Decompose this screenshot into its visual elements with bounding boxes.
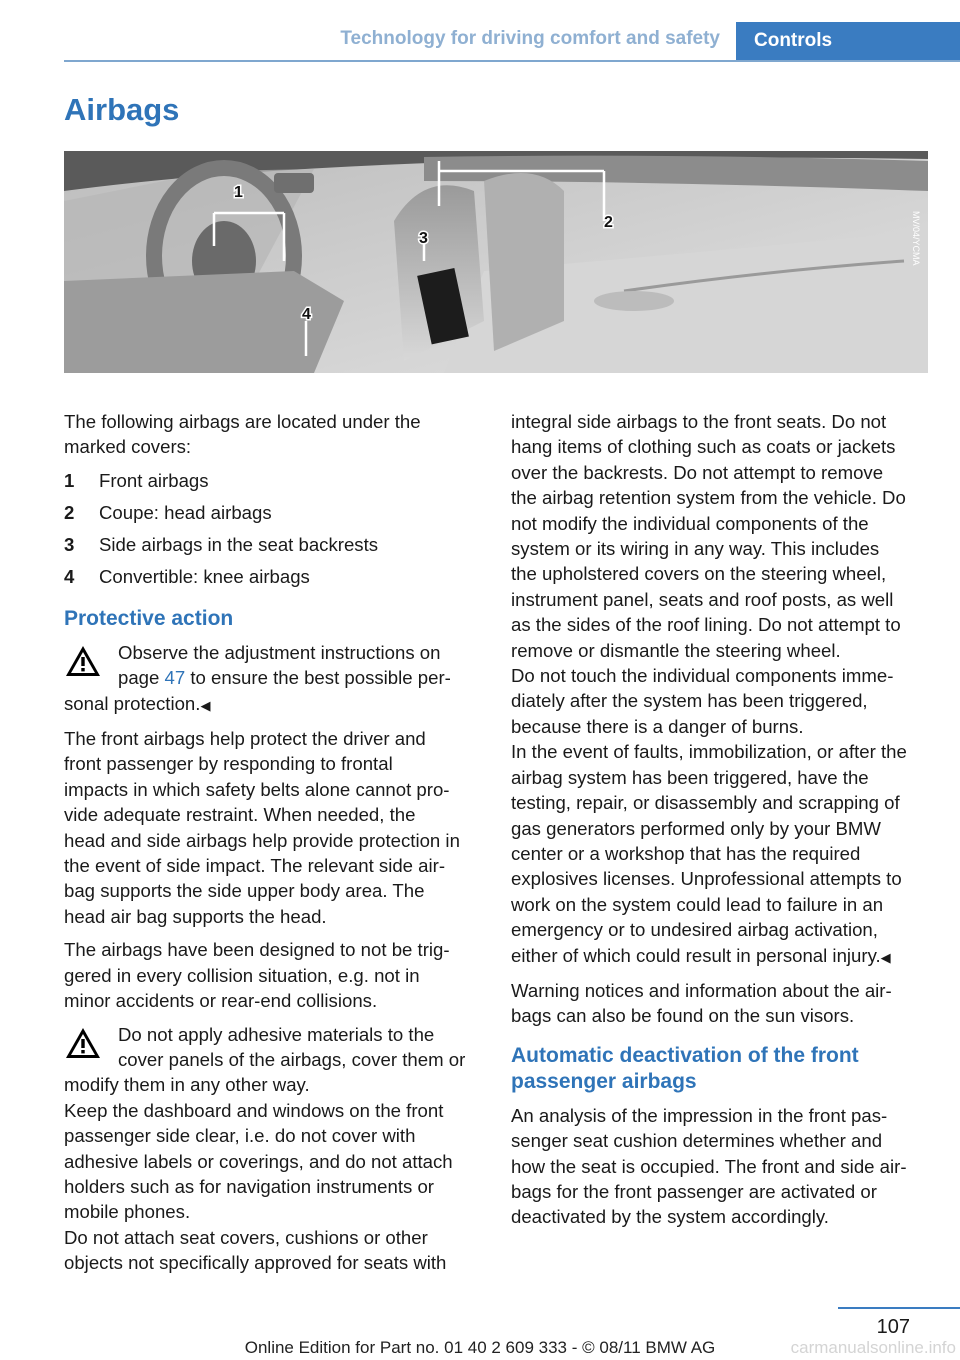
text-line: passenger side clear, i.e. do not cover with: [64, 1125, 416, 1147]
list-item: [64, 468, 482, 500]
text-line: gas generators performed only by your BMW: [511, 817, 881, 839]
paragraph: [511, 1103, 929, 1230]
right-column: [511, 409, 929, 1238]
text-line: bags for the front passenger are activated or: [511, 1180, 877, 1202]
list-number: 2: [64, 501, 75, 523]
page-number: 107: [876, 1316, 910, 1338]
warning-note-end: [64, 691, 482, 718]
end-of-warning-icon: ◀: [880, 949, 891, 965]
list-label: Front airbags: [99, 469, 209, 491]
paragraph: [64, 937, 482, 1013]
airbag-list: [64, 468, 482, 596]
callout-2: 2: [604, 214, 613, 231]
header-section-title: Technology for driving comfort and safety: [340, 28, 720, 49]
text-line: over the backrests. Do not attempt to remove: [511, 461, 884, 483]
text-fragment: either of which could result in personal injury.: [511, 944, 881, 966]
text-line: vide adequate restraint. When needed, the: [64, 804, 416, 826]
text-line: system or its wiring in any way. This includes: [511, 538, 880, 560]
text-line: Do not touch the individual components imme-: [511, 665, 894, 687]
list-label: Convertible: knee airbags: [99, 565, 310, 587]
text-line: hang items of clothing such as coats or jackets: [511, 436, 896, 458]
list-number: 4: [64, 565, 75, 587]
left-column: [64, 409, 482, 1276]
text-line: modify them in any other way.: [64, 1074, 310, 1096]
text-line: In the event of faults, immobilization, or after the: [511, 741, 907, 763]
text-line: as the sides of the roof lining. Do not attempt to: [511, 614, 901, 636]
text-line: Do not apply adhesive materials to the: [118, 1023, 435, 1045]
text-line: minor accidents or rear-end collisions.: [64, 990, 378, 1012]
text-fragment: page: [118, 667, 165, 689]
text-line: airbag system has been triggered, have the: [511, 766, 869, 788]
footer-rule: [838, 1307, 960, 1309]
page-link-47[interactable]: 47: [164, 667, 186, 689]
callout-1: 1: [234, 184, 243, 201]
callout-3: 3: [419, 230, 428, 247]
intro-paragraph: [64, 409, 482, 460]
text-line: objects not specifically approved for seats with: [64, 1252, 447, 1274]
text-line: The airbags have been designed to not be trig-: [64, 939, 450, 961]
list-item: [64, 532, 482, 564]
text-line: bag supports the side upper body area. The: [64, 880, 425, 902]
paragraph: [511, 978, 929, 1029]
warning-continuation: [511, 409, 929, 970]
text-line: remove or dismantle the steering wheel.: [511, 639, 841, 661]
text-line: The front airbags help protect the driver and: [64, 728, 426, 750]
list-label: Coupe: head airbags: [99, 501, 272, 523]
list-item: [64, 500, 482, 532]
text-line: not modify the individual components of the: [511, 512, 869, 534]
text-line: testing, repair, or disassembly and scrapping of: [511, 792, 900, 814]
text-line: instrument panel, seats and roof posts, as well: [511, 588, 894, 610]
callout-4: 4: [302, 306, 311, 323]
footer-watermark: carmanualsonline.info: [790, 1338, 956, 1357]
text-line: the upholstered covers on the steering wheel,: [511, 563, 887, 585]
figure-code-text: MV/04/YCMA: [911, 211, 921, 266]
text-line: center or a workshop that has the required: [511, 842, 861, 864]
text-line: the airbag retention system from the vehicle. Do: [511, 487, 906, 509]
paragraph: [64, 726, 482, 929]
text-line: An analysis of the impression in the front pas-: [511, 1104, 888, 1126]
text-line: integral side airbags to the front seats. Do not: [511, 411, 887, 432]
list-item: [64, 564, 482, 596]
airbag-locations-figure: [64, 151, 928, 373]
header-chapter-tab: Controls: [736, 22, 960, 62]
car-interior-illustration: [64, 151, 928, 373]
warning-triangle-icon: [64, 644, 102, 678]
text-line: senger seat cushion determines whether and: [511, 1130, 883, 1152]
end-of-warning-icon: ◀: [200, 697, 211, 713]
text-fragment: sonal protection.: [64, 692, 201, 714]
warning-note: [64, 640, 482, 691]
text-line: Keep the dashboard and windows on the front: [64, 1099, 444, 1121]
page-title: Airbags: [64, 92, 180, 127]
figure-code: [910, 211, 924, 361]
text-line: front passenger by responding to frontal: [64, 753, 393, 775]
warning-note: [64, 1022, 482, 1276]
text-line: head and side airbags help provide protection in: [64, 829, 460, 851]
heading-line: passenger airbags: [511, 1069, 697, 1093]
text-line: marked covers:: [64, 436, 192, 458]
list-number: 3: [64, 533, 75, 555]
header-rule: [64, 60, 960, 62]
section-heading-automatic-deactivation: [511, 1043, 929, 1095]
text-line: mobile phones.: [64, 1201, 191, 1223]
text-line: head air bag supports the head.: [64, 905, 327, 927]
text-line: impacts in which safety belts alone cannot pro-: [64, 778, 450, 800]
text-line: Do not attach seat covers, cushions or other: [64, 1226, 428, 1248]
text-line: Observe the adjustment instructions on: [118, 641, 441, 663]
text-line: adhesive labels or coverings, and do not attach: [64, 1150, 453, 1172]
warning-triangle-icon: [64, 1026, 102, 1060]
text-line: The following airbags are located under the: [64, 411, 421, 432]
text-line: holders such as for navigation instruments or: [64, 1175, 434, 1197]
text-line: explosives licenses. Unprofessional attempts to: [511, 868, 902, 890]
text-fragment: to ensure the best possible per-: [185, 667, 451, 689]
text-line: how the seat is occupied. The front and side air-: [511, 1155, 907, 1177]
text-line: the event of side impact. The relevant side air-: [64, 855, 446, 877]
footer-edition: Online Edition for Part no. 01 40 2 609 333 - © 08/11 BMW AG: [244, 1338, 716, 1357]
list-label: Side airbags in the seat backrests: [99, 533, 379, 555]
text-line: gered in every collision situation, e.g. not in: [64, 964, 420, 986]
text-line: diately after the system has been triggered,: [511, 690, 868, 712]
text-line: because there is a danger of burns.: [511, 715, 804, 737]
text-line: bags can also be found on the sun visors.: [511, 1005, 855, 1027]
text-line: emergency or to undesired airbag activation,: [511, 919, 878, 941]
text-line: deactivated by the system accordingly.: [511, 1206, 829, 1228]
list-number: 1: [64, 469, 75, 491]
section-heading-protective-action: Protective action: [64, 606, 234, 630]
text-line: work on the system could lead to failure in an: [511, 893, 884, 915]
heading-line: Automatic deactivation of the front: [511, 1043, 859, 1067]
text-line: Warning notices and information about the air-: [511, 979, 892, 1001]
text-line: cover panels of the airbags, cover them or: [118, 1048, 466, 1070]
